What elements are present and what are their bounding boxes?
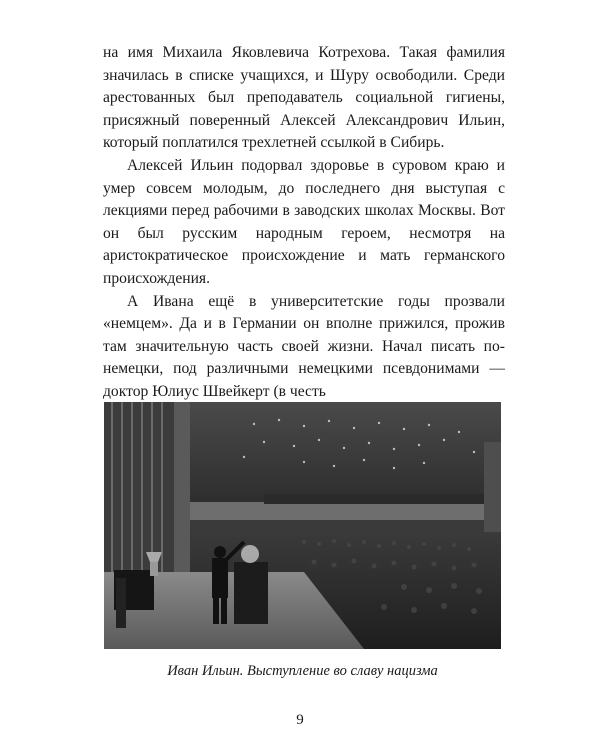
globe-lamp: [241, 545, 259, 563]
paragraph-1: на имя Михаила Яковлевича Котрехова. Такая фамилия значилась в списке учащихся, и Шуру освободили. Среди арестованных был преподаватель социальной гигиены, присяжный поверенный Алексей Александрович Ильин, который поплатился трехлетней ссылкой в Сибирь.: [103, 44, 505, 152]
lectern: [234, 562, 268, 624]
paragraph-2: Алексей Ильин подорвал здоровье в суровом краю и умер совсем молодым, до последнего дня выступая с лекциями перед рабочими в заводских школах Москвы. Вот он был русским народным героем, несмотря на аристократическое происхождение и мать германского происхождения.: [103, 156, 505, 287]
body-text: [103, 42, 505, 404]
page-number: 9: [296, 712, 304, 728]
photo-caption: Иван Ильин. Выступление во славу нацизма: [167, 663, 438, 679]
paragraph-3: А Ивана ещё в университетские годы прозвали «немцем». Да и в Германии он вполне прижился, прожив там значительную часть своей жизни. Начал писать по-немецки, под различными немецкими псевдонимами — доктор Юлиус Швейкерт (в честь: [103, 292, 505, 400]
balcony-audience: [264, 494, 484, 504]
photo-illustration: [104, 402, 501, 649]
lecture-hall-photo: [104, 402, 501, 649]
